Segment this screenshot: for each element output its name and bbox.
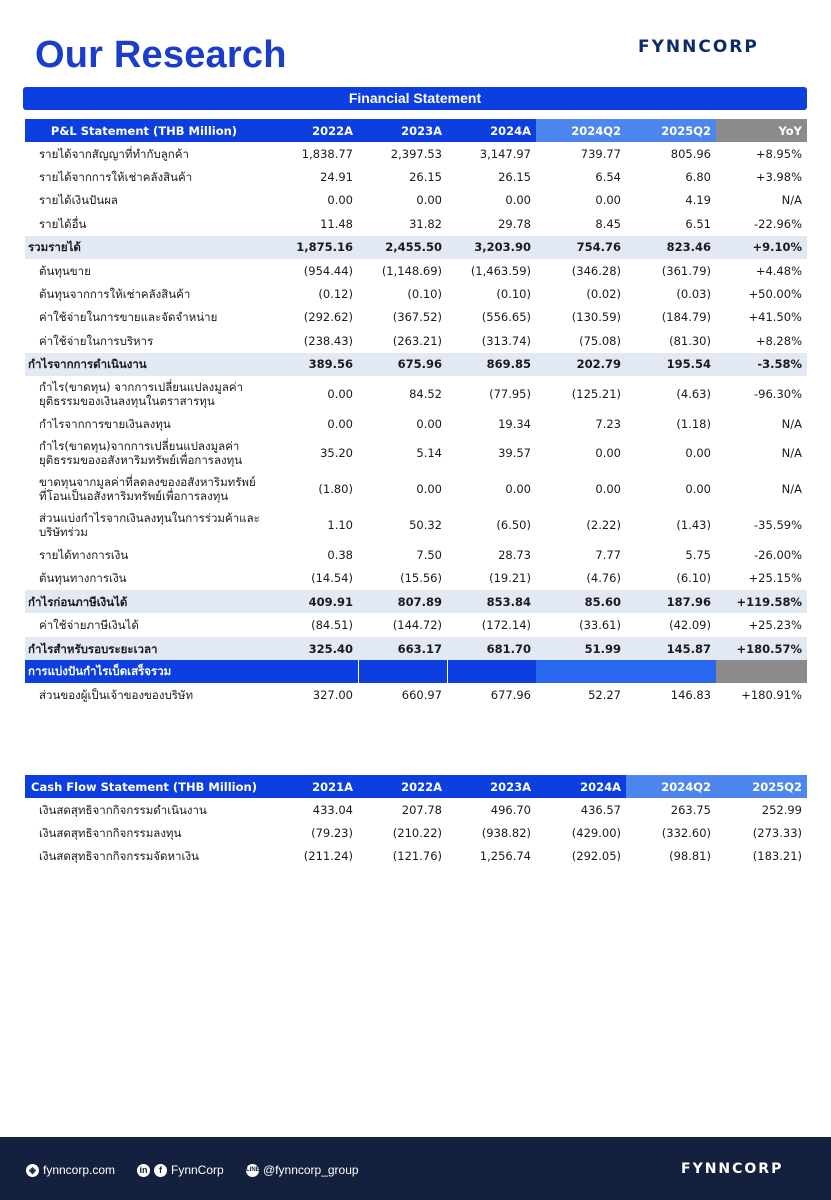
cell-value: (0.10) (496, 287, 531, 302)
cell-value: 409.91 (268, 590, 358, 613)
cell-value: 1.10 (327, 518, 353, 533)
section-cell (626, 660, 716, 683)
cell-value: 202.79 (536, 353, 626, 376)
table-row (25, 165, 807, 188)
cell-value: 2,397.53 (390, 146, 442, 161)
cell-value: (1,148.69) (381, 263, 442, 278)
cell-value: 0.00 (685, 446, 711, 461)
cell-value: (81.30) (669, 333, 711, 348)
section-header-row (25, 660, 807, 683)
section-banner: Financial Statement (23, 87, 807, 110)
row-label: รวมรายได้ (25, 236, 268, 259)
cell-value: 0.38 (327, 547, 353, 562)
table-row (25, 798, 807, 821)
cell-value: (210.22) (392, 826, 442, 841)
cell-value: (33.61) (579, 618, 621, 633)
cell-value: (0.10) (407, 287, 442, 302)
cell-value: (292.05) (571, 849, 621, 864)
section-cell (447, 660, 536, 683)
cell-value: 869.85 (447, 353, 536, 376)
cell-value: (1.18) (676, 416, 711, 431)
cell-value: 496.70 (490, 802, 531, 817)
cell-value: +3.98% (755, 170, 802, 185)
cell-value: (332.60) (661, 826, 711, 841)
row-label: เงินสดสุทธิจากกิจกรรมจัดหาเงิน (39, 849, 199, 864)
cash-flow-table (25, 775, 807, 868)
cell-value: 29.78 (498, 216, 531, 231)
cell-value: 0.00 (327, 193, 353, 208)
cell-value: (346.28) (571, 263, 621, 278)
pl-statement-table (25, 119, 808, 707)
cell-value: 35.20 (320, 446, 353, 461)
cell-value: 5.75 (685, 547, 711, 562)
cell-value: (4.63) (676, 386, 711, 401)
cell-value: (4.76) (586, 571, 621, 586)
column-header: 2023A (358, 119, 447, 142)
cell-value: (125.21) (571, 386, 621, 401)
cell-value: 5.14 (416, 446, 442, 461)
cell-value: 51.99 (536, 637, 626, 660)
cell-value: 0.00 (416, 193, 442, 208)
cell-value: 1,838.77 (301, 146, 353, 161)
table-row (25, 845, 807, 868)
cell-value: 6.80 (685, 170, 711, 185)
social-link[interactable] (137, 1163, 224, 1177)
cell-value: 663.17 (358, 637, 447, 660)
cell-value: 739.77 (580, 146, 621, 161)
cell-value: 389.56 (268, 353, 358, 376)
cell-value: (172.14) (481, 618, 531, 633)
cell-value: 4.19 (685, 193, 711, 208)
cell-value: +180.91% (741, 687, 802, 702)
cell-value: 31.82 (409, 216, 442, 231)
cell-value: (2.22) (586, 518, 621, 533)
row-label: ส่วนแบ่งกำไรจากเงินลงทุนในการร่วมค้าและบริษัทร่วม (39, 511, 260, 540)
cell-value: 52.27 (588, 687, 621, 702)
cell-value: 263.75 (670, 802, 711, 817)
cell-value: (121.76) (392, 849, 442, 864)
linkedin-icon: in (137, 1164, 150, 1177)
cell-value: 1,256.74 (479, 849, 531, 864)
cell-value: (19.21) (489, 571, 531, 586)
cell-value: +25.15% (748, 571, 802, 586)
cell-value: 19.34 (498, 416, 531, 431)
cell-value: 0.00 (505, 193, 531, 208)
cell-value: 207.78 (401, 802, 442, 817)
footer-logo: FYNNCORP (681, 1161, 784, 1177)
column-header: 2024Q2 (536, 119, 626, 142)
table-header-row (25, 119, 807, 142)
cell-value: +41.50% (748, 310, 802, 325)
table-row (25, 259, 807, 282)
cell-value: (77.95) (489, 386, 531, 401)
row-label: เงินสดสุทธิจากกิจกรรมลงทุน (39, 826, 182, 841)
table-row (25, 189, 807, 212)
cell-value: +119.58% (716, 590, 807, 613)
cell-value: 50.32 (409, 518, 442, 533)
footer (0, 1137, 831, 1200)
section-cell (358, 660, 447, 683)
cell-value: (292.62) (303, 310, 353, 325)
cell-value: 0.00 (505, 482, 531, 497)
cell-value: 7.50 (416, 547, 442, 562)
section-cell (268, 660, 358, 683)
row-label: กำไรสำหรับรอบระยะเวลา (25, 637, 268, 660)
company-logo: FYNNCORP (638, 37, 759, 57)
cell-value: 24.91 (320, 170, 353, 185)
cell-value: 327.00 (312, 687, 353, 702)
globe-icon: ◈ (26, 1164, 39, 1177)
cell-value: +8.95% (755, 146, 802, 161)
cell-value: (238.43) (303, 333, 353, 348)
section-cell (716, 660, 807, 683)
cell-value: (313.74) (481, 333, 531, 348)
table-row (25, 142, 807, 165)
row-label: ต้นทุนขาย (39, 263, 91, 278)
cell-value: (938.82) (481, 826, 531, 841)
cell-value: 187.96 (626, 590, 716, 613)
cell-value: 26.15 (409, 170, 442, 185)
cell-value: 660.97 (401, 687, 442, 702)
table-row (25, 329, 807, 352)
table-row (25, 435, 807, 471)
cell-value: 436.57 (580, 802, 621, 817)
cell-value: 0.00 (416, 416, 442, 431)
cell-value: (1.43) (676, 518, 711, 533)
row-label: ขาดทุนจากมูลค่าที่ลดลงของอสังหาริมทรัพย์ที่โอนเป็นอสังหาริมทรัพย์เพื่อการลงทุน (39, 475, 256, 504)
website-link[interactable] (26, 1163, 115, 1177)
cell-value: (1,463.59) (470, 263, 531, 278)
cell-value: 252.99 (761, 802, 802, 817)
cell-value: +50.00% (748, 287, 802, 302)
column-header: 2024A (447, 119, 536, 142)
cell-value: 39.57 (498, 446, 531, 461)
column-header: 2024Q2 (626, 775, 716, 798)
cell-value: -96.30% (754, 386, 802, 401)
table-title-header: Cash Flow Statement (THB Million) (25, 775, 268, 798)
cell-value: 0.00 (416, 482, 442, 497)
table-row (25, 306, 807, 329)
cell-value: 11.48 (320, 216, 353, 231)
cell-value: (273.33) (752, 826, 802, 841)
cell-value: (367.52) (392, 310, 442, 325)
table-row (25, 567, 807, 590)
page-title: Our Research (35, 34, 287, 76)
cell-value: (6.50) (496, 518, 531, 533)
cell-value: (0.03) (676, 287, 711, 302)
cell-value: +9.10% (716, 236, 807, 259)
section-cell (536, 660, 626, 683)
table-row (25, 282, 807, 305)
cell-value: (263.21) (392, 333, 442, 348)
cell-value: 675.96 (358, 353, 447, 376)
cell-value: 754.76 (536, 236, 626, 259)
table-row (25, 471, 807, 507)
row-label: เงินสดสุทธิจากกิจกรรมดำเนินงาน (39, 802, 207, 817)
cell-value: 85.60 (536, 590, 626, 613)
subtotal-row (25, 236, 807, 259)
cell-value: (130.59) (571, 310, 621, 325)
row-label: ต้นทุนจากการให้เช่าคลังสินค้า (39, 287, 191, 302)
cell-value: 1,875.16 (268, 236, 358, 259)
table-title-header: P&L Statement (THB Million) (25, 119, 268, 142)
cell-value: -3.58% (716, 353, 807, 376)
cell-value: 807.89 (358, 590, 447, 613)
column-header: 2021A (268, 775, 358, 798)
row-label: รายได้เงินปันผล (39, 193, 118, 208)
cell-value: (556.65) (481, 310, 531, 325)
column-header: 2024A (536, 775, 626, 798)
row-label: ค่าใช้จ่ายในการขายและจัดจำหน่าย (39, 310, 218, 325)
cell-value: 7.23 (595, 416, 621, 431)
row-label: กำไรก่อนภาษีเงินได้ (25, 590, 268, 613)
section-label: การแบ่งปันกำไรเบ็ดเสร็จรวม (25, 660, 268, 683)
cell-value: 677.96 (490, 687, 531, 702)
row-label: รายได้ทางการเงิน (39, 547, 129, 562)
cell-value: 28.73 (498, 547, 531, 562)
cell-value: 145.87 (626, 637, 716, 660)
cell-value: (98.81) (669, 849, 711, 864)
cell-value: 0.00 (685, 482, 711, 497)
cell-value: N/A (781, 446, 802, 461)
subtotal-row (25, 637, 807, 660)
column-header: 2025Q2 (626, 119, 716, 142)
cell-value: 0.00 (595, 446, 621, 461)
table-row (25, 543, 807, 566)
table-row (25, 376, 807, 412)
cell-value: 26.15 (498, 170, 531, 185)
cell-value: -35.59% (754, 518, 802, 533)
cell-value: +8.28% (755, 333, 802, 348)
cell-value: 0.00 (595, 193, 621, 208)
cell-value: (6.10) (676, 571, 711, 586)
cell-value: N/A (781, 193, 802, 208)
cell-value: (954.44) (303, 263, 353, 278)
cell-value: (0.12) (318, 287, 353, 302)
cell-value: N/A (781, 416, 802, 431)
cell-value: 433.04 (312, 802, 353, 817)
cell-value: 195.54 (626, 353, 716, 376)
facebook-icon: f (154, 1164, 167, 1177)
line-icon: LINE (246, 1164, 259, 1177)
cell-value: (15.56) (400, 571, 442, 586)
row-label: กำไร(ขาดทุน) จากการเปลี่ยนแปลงมูลค่ายุติธรรมของเงินลงทุนในตราสารทุน (39, 379, 244, 408)
cell-value: (183.21) (752, 849, 802, 864)
cell-value: (0.02) (586, 287, 621, 302)
website-text: fynncorp.com (43, 1163, 116, 1177)
table-row (25, 212, 807, 235)
line-text: @fynncorp_group (263, 1163, 359, 1177)
cell-value: (79.23) (311, 826, 353, 841)
subtotal-row (25, 353, 807, 376)
line-link[interactable] (246, 1163, 359, 1177)
row-label: กำไรจากการดำเนินงาน (25, 353, 268, 376)
cell-value: 325.40 (268, 637, 358, 660)
table-row (25, 821, 807, 844)
cell-value: (75.08) (579, 333, 621, 348)
cell-value: 853.84 (447, 590, 536, 613)
cell-value: 805.96 (670, 146, 711, 161)
cell-value: (84.51) (311, 618, 353, 633)
cell-value: 0.00 (327, 416, 353, 431)
cell-value: 823.46 (626, 236, 716, 259)
cell-value: 8.45 (595, 216, 621, 231)
row-label: รายได้จากการให้เช่าคลังสินค้า (39, 170, 193, 185)
cell-value: 2,455.50 (358, 236, 447, 259)
cell-value: 84.52 (409, 386, 442, 401)
cell-value: 7.77 (595, 547, 621, 562)
cell-value: 3,147.97 (479, 146, 531, 161)
cell-value: (144.72) (392, 618, 442, 633)
cell-value: N/A (781, 482, 802, 497)
table-row (25, 613, 807, 636)
cell-value: (429.00) (571, 826, 621, 841)
cell-value: 146.83 (670, 687, 711, 702)
cell-value: 6.51 (685, 216, 711, 231)
cell-value: (211.24) (303, 849, 353, 864)
cell-value: +25.23% (748, 618, 802, 633)
row-label: รายได้อื่น (39, 216, 87, 231)
table-row (25, 412, 807, 435)
cell-value: 3,203.90 (447, 236, 536, 259)
row-label: ค่าใช้จ่ายภาษีเงินได้ (39, 618, 139, 633)
table-row (25, 507, 807, 543)
table-header-row (25, 775, 807, 798)
social-text: FynnCorp (171, 1163, 224, 1177)
cell-value: (1.80) (318, 482, 353, 497)
cell-value: +180.57% (716, 637, 807, 660)
column-header: 2023A (447, 775, 536, 798)
row-label: ส่วนของผู้เป็นเจ้าของของบริษัท (39, 687, 194, 702)
row-label: ค่าใช้จ่ายในการบริหาร (39, 333, 154, 348)
cell-value: 6.54 (595, 170, 621, 185)
cell-value: 681.70 (447, 637, 536, 660)
cell-value: (42.09) (669, 618, 711, 633)
cell-value: (184.79) (661, 310, 711, 325)
column-header: 2022A (358, 775, 447, 798)
column-header: YoY (716, 119, 807, 142)
cell-value: (14.54) (311, 571, 353, 586)
cell-value: 0.00 (595, 482, 621, 497)
cell-value: -26.00% (754, 547, 802, 562)
subtotal-row (25, 590, 807, 613)
table-row (25, 683, 807, 706)
column-header: 2025Q2 (716, 775, 807, 798)
row-label: รายได้จากสัญญาที่ทำกับลูกค้า (39, 146, 189, 161)
row-label: กำไร(ขาดทุน)จากการเปลี่ยนแปลงมูลค่ายุติธรรมของอสังหาริมทรัพย์เพื่อการลงทุน (39, 439, 243, 468)
cell-value: 0.00 (327, 386, 353, 401)
cell-value: +4.48% (755, 263, 802, 278)
column-header: 2022A (268, 119, 358, 142)
cell-value: -22.96% (754, 216, 802, 231)
cell-value: (361.79) (661, 263, 711, 278)
row-label: กำไรจากการขายเงินลงทุน (39, 416, 171, 431)
row-label: ต้นทุนทางการเงิน (39, 571, 127, 586)
